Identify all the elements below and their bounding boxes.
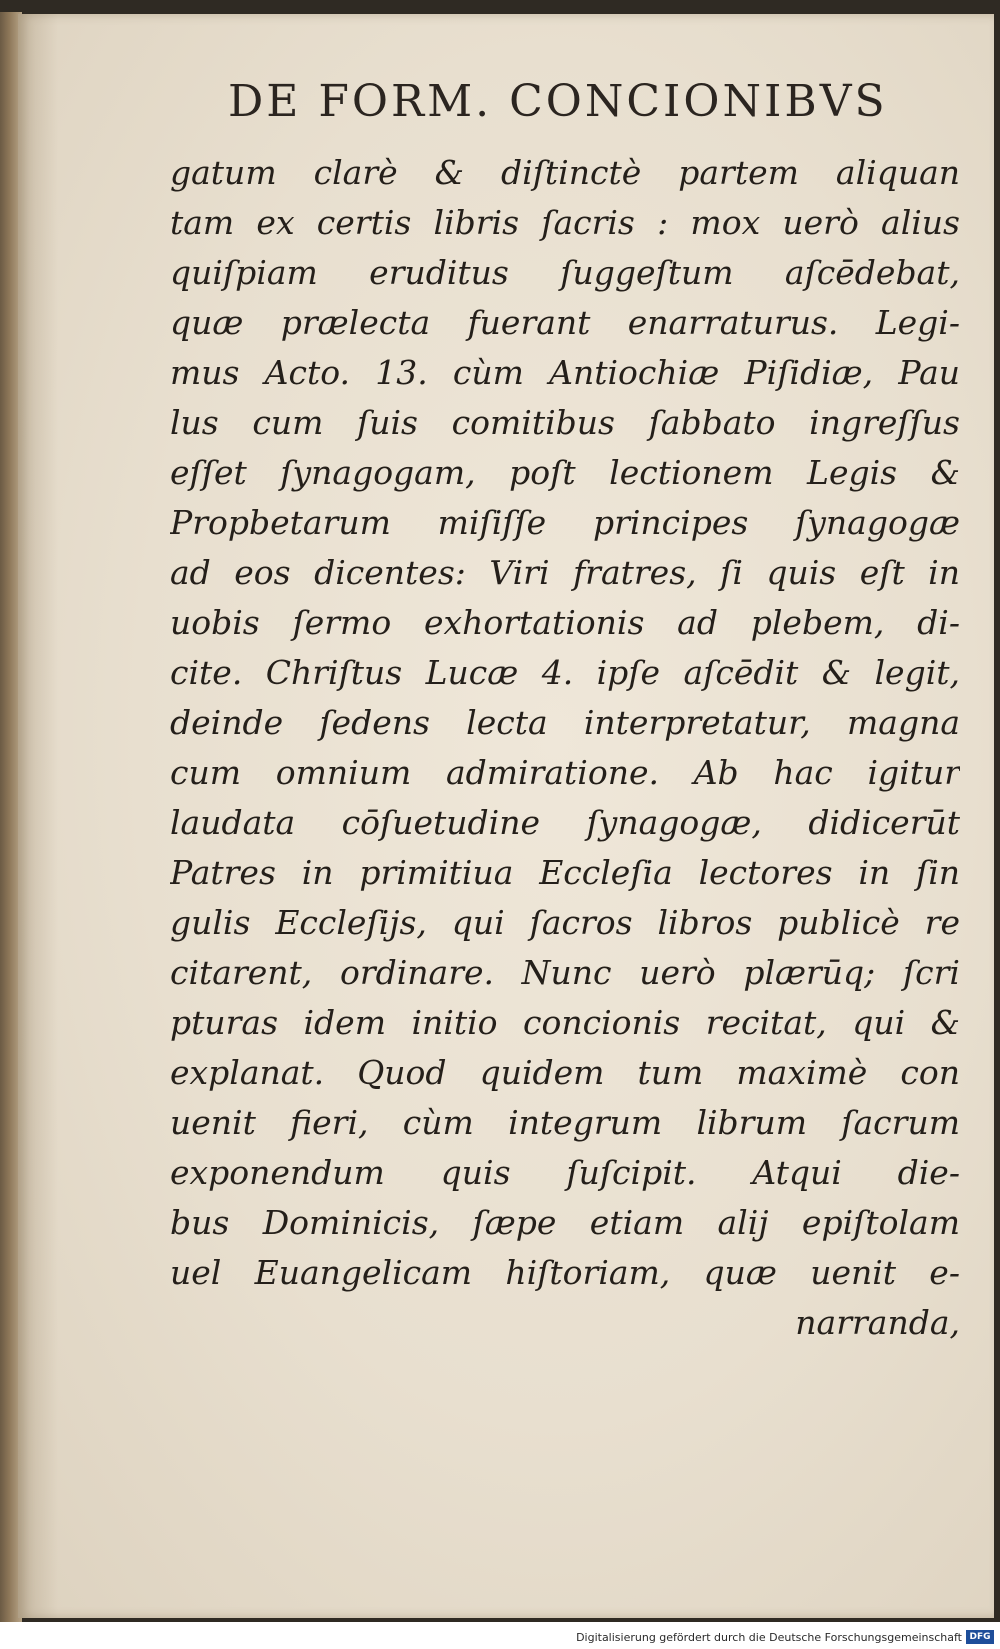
text-line: exponendum quis ſuſcipit. Atqui die- (170, 1153, 960, 1192)
text-line: Propbetarum miſiſſe principes ſynagogæ (170, 503, 960, 542)
text-line: uenit fieri, cùm integrum librum ſacrum (170, 1103, 960, 1142)
text-line: quiſpiam eruditus ſuggeſtum aſcēdebat, (170, 253, 960, 292)
text-line: laudata cōſuetudine ſynagogæ, didicerūt (170, 803, 960, 842)
dfg-logo-icon: DFG (966, 1630, 994, 1644)
text-line: ad eos dicentes: Viri fratres, ſi quis eſt in (170, 553, 960, 592)
running-head: DE FORM. CONCIONIBVS (228, 76, 888, 127)
text-line: mus Acto. 13. cùm Antiochiæ Piſidiæ, Pau (170, 353, 960, 392)
text-line: lus cum ſuis comitibus ſabbato ingreſſus (170, 403, 960, 442)
text-line: bus Dominicis, ſæpe etiam alij epiſtolam (170, 1203, 960, 1242)
text-line: cum omnium admiratione. Ab hac igitur (170, 753, 960, 792)
text-line: eſſet ſynagogam, poſt lectionem Legis & (170, 453, 960, 492)
text-line: uel Euangelicam hiſtoriam, quæ uenit e- (170, 1253, 960, 1292)
text-line: tam ex certis libris ſacris : mox uerò alius (170, 203, 960, 242)
funding-credit: Digitalisierung gefördert durch die Deutsche Forschungsgemeinschaft (576, 1631, 962, 1644)
text-line: Patres in primitiua Eccleſia lectores in ſin (170, 853, 960, 892)
text-line: quæ prælecta fuerant enarraturus. Legi- (170, 303, 960, 342)
text-line: cite. Chriſtus Lucæ 4. ipſe aſcēdit & legit, (170, 653, 960, 692)
text-line: gatum clarè & diſtinctè partem aliquan (170, 153, 960, 192)
text-line: gulis Eccleſijs, qui ſacros libros publicè re (170, 903, 960, 942)
text-line: uobis ſermo exhortationis ad plebem, di- (170, 603, 960, 642)
text-line: explanat. Quod quidem tum maximè con (170, 1053, 960, 1092)
text-line: deinde ſedens lecta interpretatur, magna (170, 703, 960, 742)
body-text (170, 148, 960, 1348)
text-line: pturas idem initio concionis recitat, qui & (170, 1003, 960, 1042)
text-line: citarent, ordinare. Nunc uerò plærūq; ſcri (170, 953, 960, 992)
catchword: narranda, (795, 1303, 960, 1342)
